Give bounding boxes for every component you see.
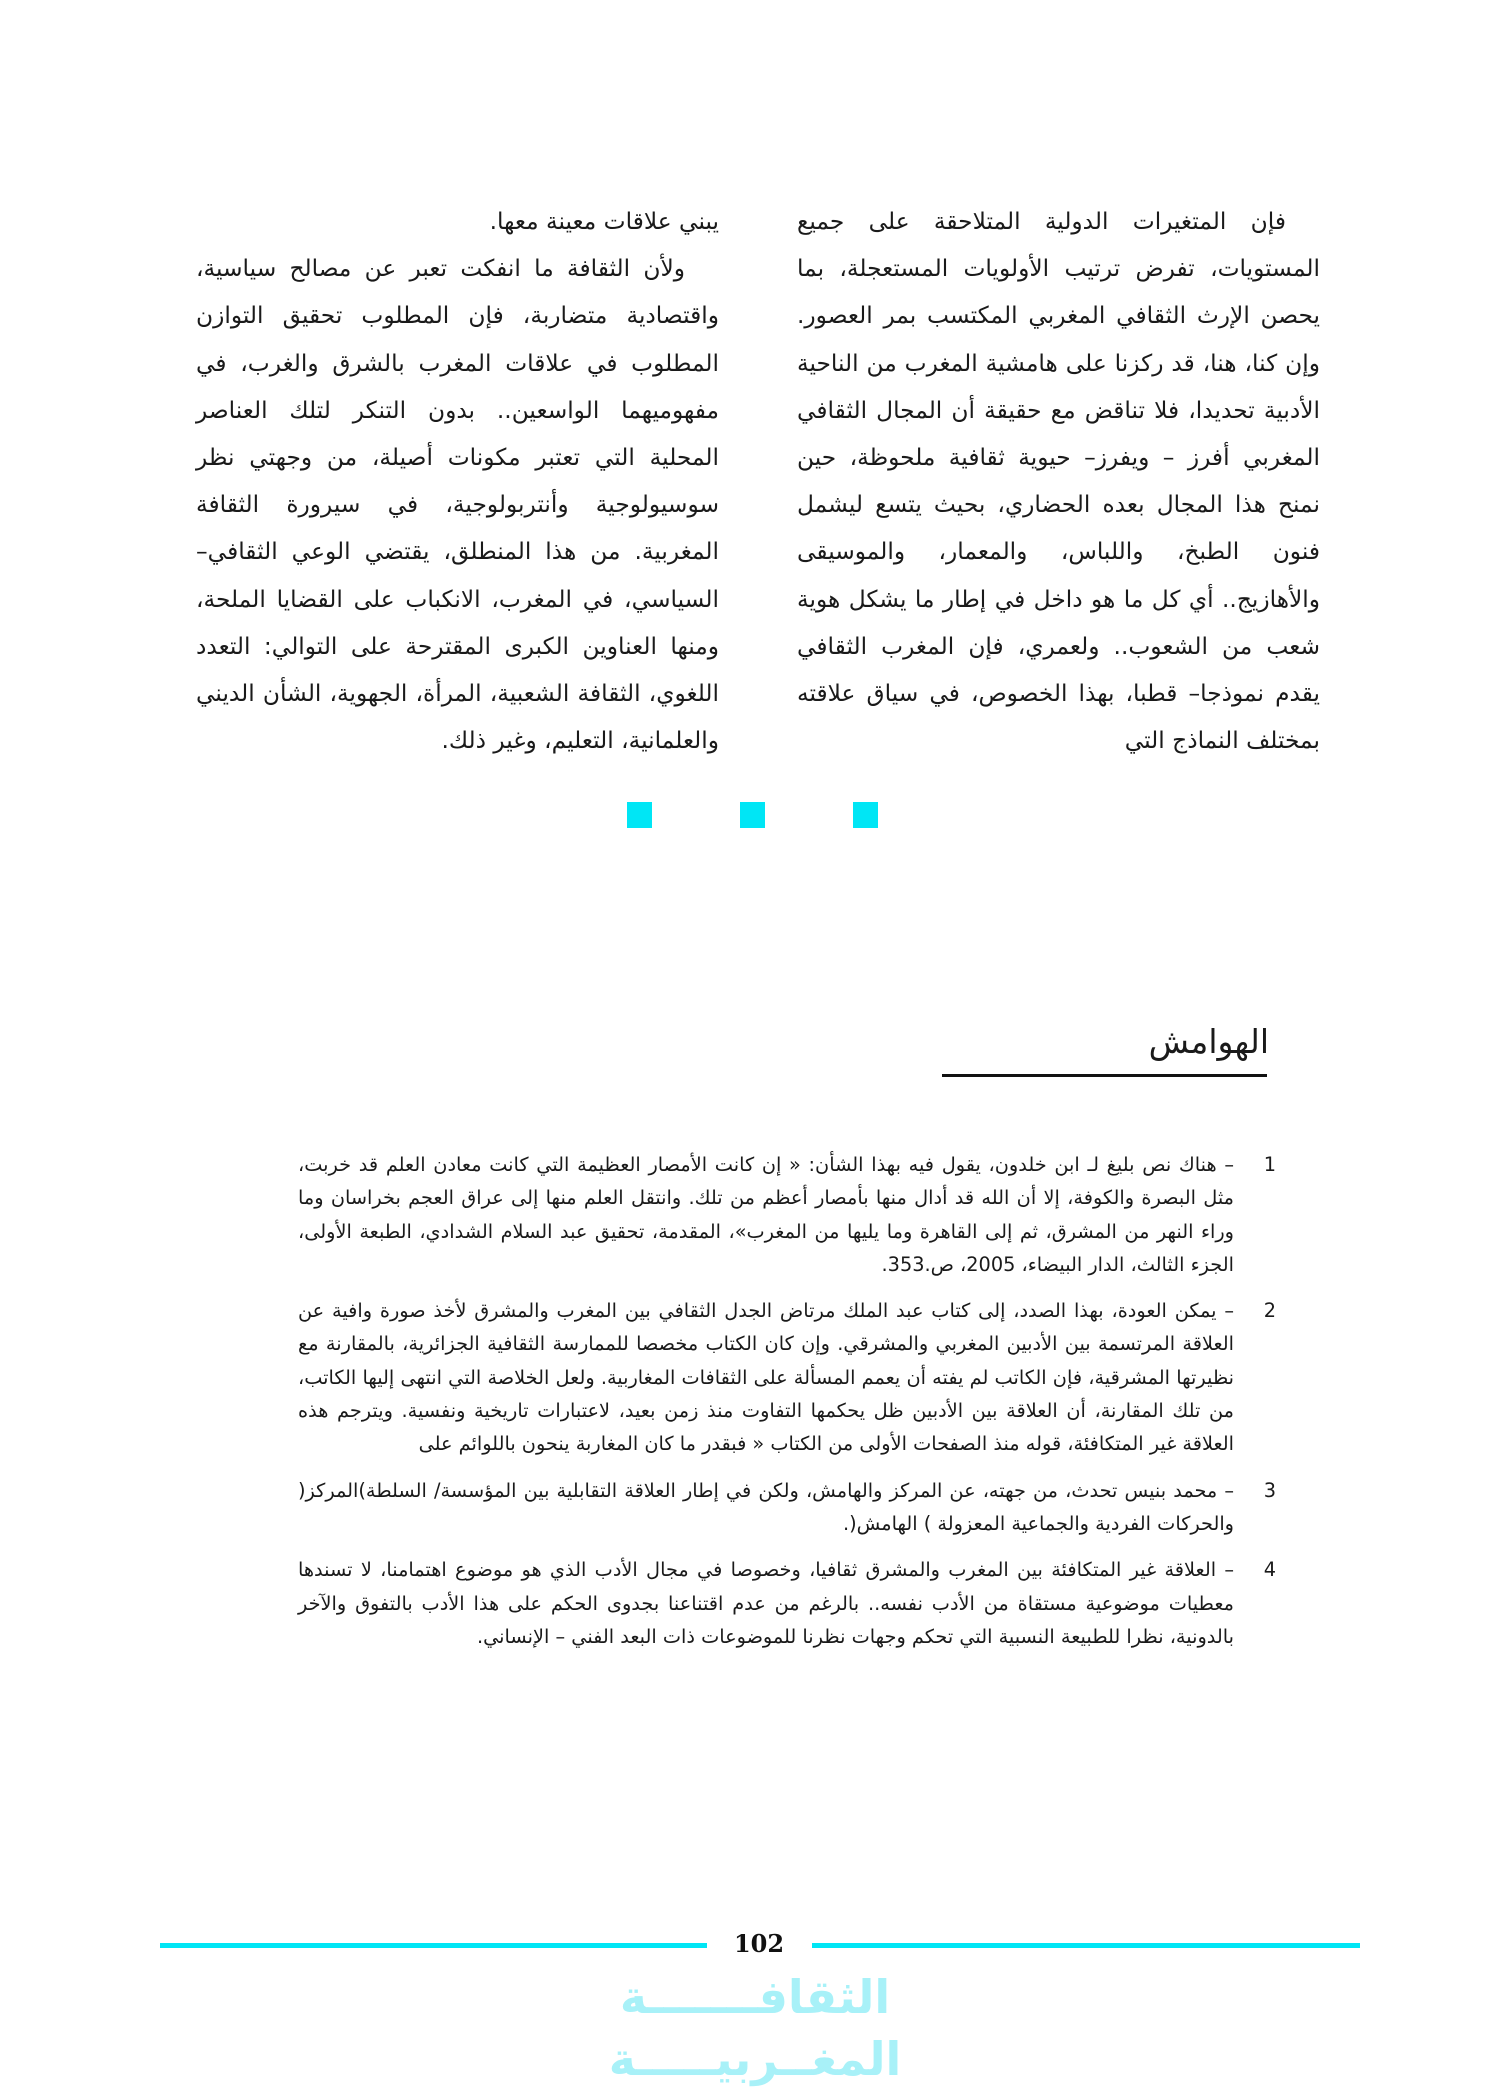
note-text: – هناك نص بليغ لـ ابن خلدون، يقول فيه بهذا الشأن: « إن كانت الأمصار العظيمة التي كانت معادن العلم قد خربت، مثل البصرة والكوفة، إلا أن الله قد أدال منها بأمصار أعظم من تلك. وانتقل العلم منها إلى عراق العجم بخراسان وما وراء النهر من المشرق، ثم إلى القاهرة وما يليها من المغرب»، المقدمة، تحقيق عبد السلام الشدادي، الطبعة الأولى، الجزء الثالث، الدار البيضاء، 2005، ص.353. [298,1153,1234,1276]
note-number: 4 [1263,1558,1276,1582]
section-separator-square [853,802,878,828]
body-column-right [797,198,1320,764]
note-item [298,1553,1276,1653]
section-separator-square [740,802,765,828]
body-column-left [196,198,719,764]
footer-rule-left [160,1943,707,1948]
note-number: 2 [1263,1299,1276,1323]
note-text: – العلاقة غير المتكافئة بين المغرب والمشرق ثقافيا، وخصوصا في مجال الأدب الذي هو موضوع اهتمامنا، لا تسندها معطيات موضوعية مستقاة من الأدب نفسه.. بالرغم من عدم اقتناعنا بجدوى الحكم على هذا الأدب بالتفوق والآخر بالدونية، نظرا للطبيعة النسبية التي تحكم وجهات نظرنا للموضوعات ذات البعد الفني – الإنساني. [298,1558,1234,1648]
note-item [298,1474,1276,1541]
note-item [298,1148,1276,1281]
section-separator-square [627,802,652,828]
notes-heading-underline [942,1074,1267,1077]
paragraph: ولأن الثقافة ما انفكت تعبر عن مصالح سياسية، واقتصادية متضاربة، فإن المطلوب تحقيق التوازن المطلوب في علاقات المغرب بالشرق والغرب، في مفهوميهما الواسعين.. بدون التنكر لتلك العناصر المحلية التي تعتبر مكونات أصيلة، من وجهتي نظر سوسيولوجية وأنتربولوجية، في سيرورة الثقافة المغربية. من هذا المنطلق، يقتضي الوعي الثقافي– السياسي، في المغرب، الانكباب على القضايا الملحة، ومنها العناوين الكبرى المقترحة على التوالي: التعدد اللغوي، الثقافة الشعبية، المرأة، الجهوية، الشأن الديني والعلمانية، التعليم، وغير ذلك. [196,255,719,755]
note-text: – محمد بنيس تحدث، من جهته، عن المركز والهامش، ولكن في إطار العلاقة التقابلية بين المؤسسة/ السلطة)المركز( والحركات الفردية والجماعية المعزولة ) الهامش(. [298,1478,1234,1535]
note-text: – يمكن العودة، بهذا الصدد، إلى كتاب عبد الملك مرتاض الجدل الثقافي بين المغرب والمشرق لأخذ صورة وافية عن العلاقة المرتسمة بين الأدبين المغربي والمشرقي. وإن كان الكتاب مخصصا للممارسة الثقافية الجزائرية، بالمقارنة مع نظيرتها المشرقية، فإن الكاتب لم يفته أن يعمم المسألة على الثقافات المغاربية. ولعل الخلاصة التي انتهى إليها الكاتب، من تلك المقارنة، أن العلاقة بين الأدبين ظل يحكمها التفاوت منذ زمن بعيد، لاعتبارات تاريخية ونفسية. ويترجم هذه العلاقة غير المتكافئة، قوله منذ الصفحات الأولى من الكتاب « فبقدر ما كان المغاربة ينحون باللوائم على [298,1299,1234,1456]
note-number: 3 [1263,1478,1276,1502]
magazine-title: الثقافـــــــة المغــربيـــــة [608,1970,902,2086]
notes-heading: الهوامش [1148,1022,1269,1061]
footer-rule-right [812,1943,1360,1948]
paragraph: فإن المتغيرات الدولية المتلاحقة على جميع المستويات، تفرض ترتيب الأولويات المستعجلة، بما يحصن الإرث الثقافي المغربي المكتسب بمر العصور. وإن كنا، هنا، قد ركزنا على هامشية المغرب من الناحية الأدبية تحديدا، فلا تناقض مع حقيقة أن المجال الثقافي المغربي أفرز – ويفرز– حيوية ثقافية ملحوظة، حين نمنح هذا المجال بعده الحضاري، بحيث يتسع ليشمل فنون الطبخ، واللباس، والمعمار، والموسيقى والأهازيج.. أي كل ما هو داخل في إطار ما يشكل هوية شعب من الشعوب.. ولعمري، فإن المغرب الثقافي يقدم نموذجا– قطبا، بهذا الخصوص، في سياق علاقته بمختلف النماذج التي [797,208,1320,755]
paragraph: يبني علاقات معينة معها. [489,208,719,235]
note-number: 1 [1263,1153,1276,1176]
page-number: 102 [733,1929,785,1958]
note-item [298,1294,1276,1460]
notes-list [298,1148,1276,1666]
